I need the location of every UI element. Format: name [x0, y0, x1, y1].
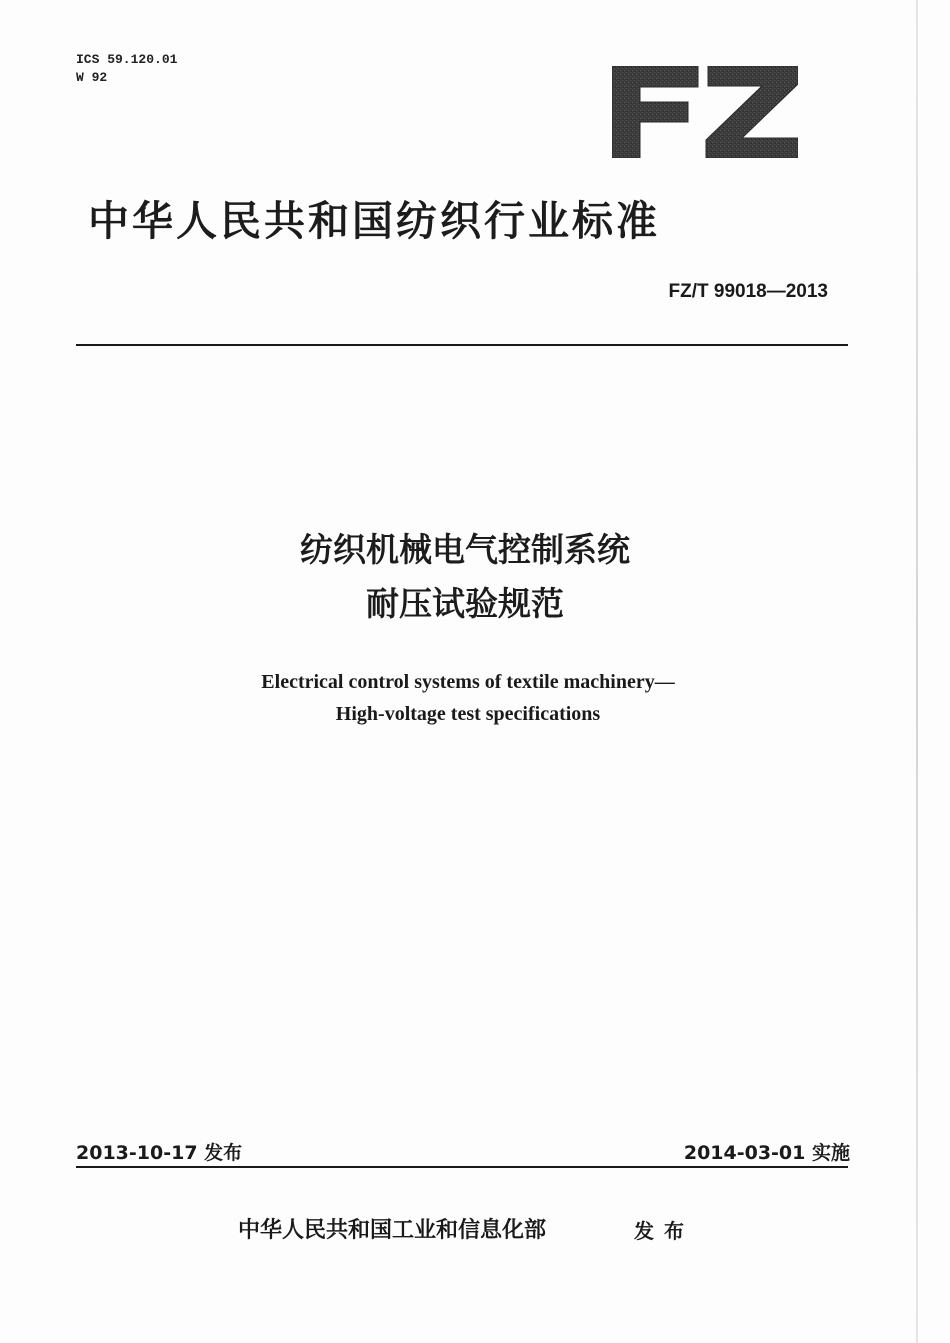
- ccs-code: W 92: [76, 70, 108, 85]
- implementation-date: 2014-03-01 实施: [683, 1142, 850, 1164]
- ics-code: ICS 59.120.01: [76, 52, 178, 67]
- fz-logo: [612, 66, 798, 158]
- english-title: [0, 666, 936, 730]
- english-title-line-1: Electrical control systems of textile machinery—: [261, 671, 675, 693]
- fz-logo-graphic: [612, 66, 798, 158]
- bottom-divider: [76, 1166, 848, 1168]
- chinese-title-line-2: 耐压试验规范: [366, 584, 564, 623]
- english-title-line-2: High-voltage test specifications: [335, 703, 601, 725]
- chinese-title: [0, 523, 930, 631]
- issue-date: 2013-10-17 发布: [76, 1142, 243, 1164]
- top-divider: [76, 344, 848, 346]
- publisher: 中华人民共和国工业和信息化部: [238, 1218, 547, 1243]
- chinese-title-line-1: 纺织机械电气控制系统: [300, 530, 630, 569]
- classification-codes: [76, 51, 177, 87]
- publish-label: 发布: [634, 1219, 694, 1243]
- standard-number: FZ/T 99018—2013: [668, 281, 828, 302]
- industry-standard-title: 中华人民共和国纺织行业标准: [88, 197, 660, 245]
